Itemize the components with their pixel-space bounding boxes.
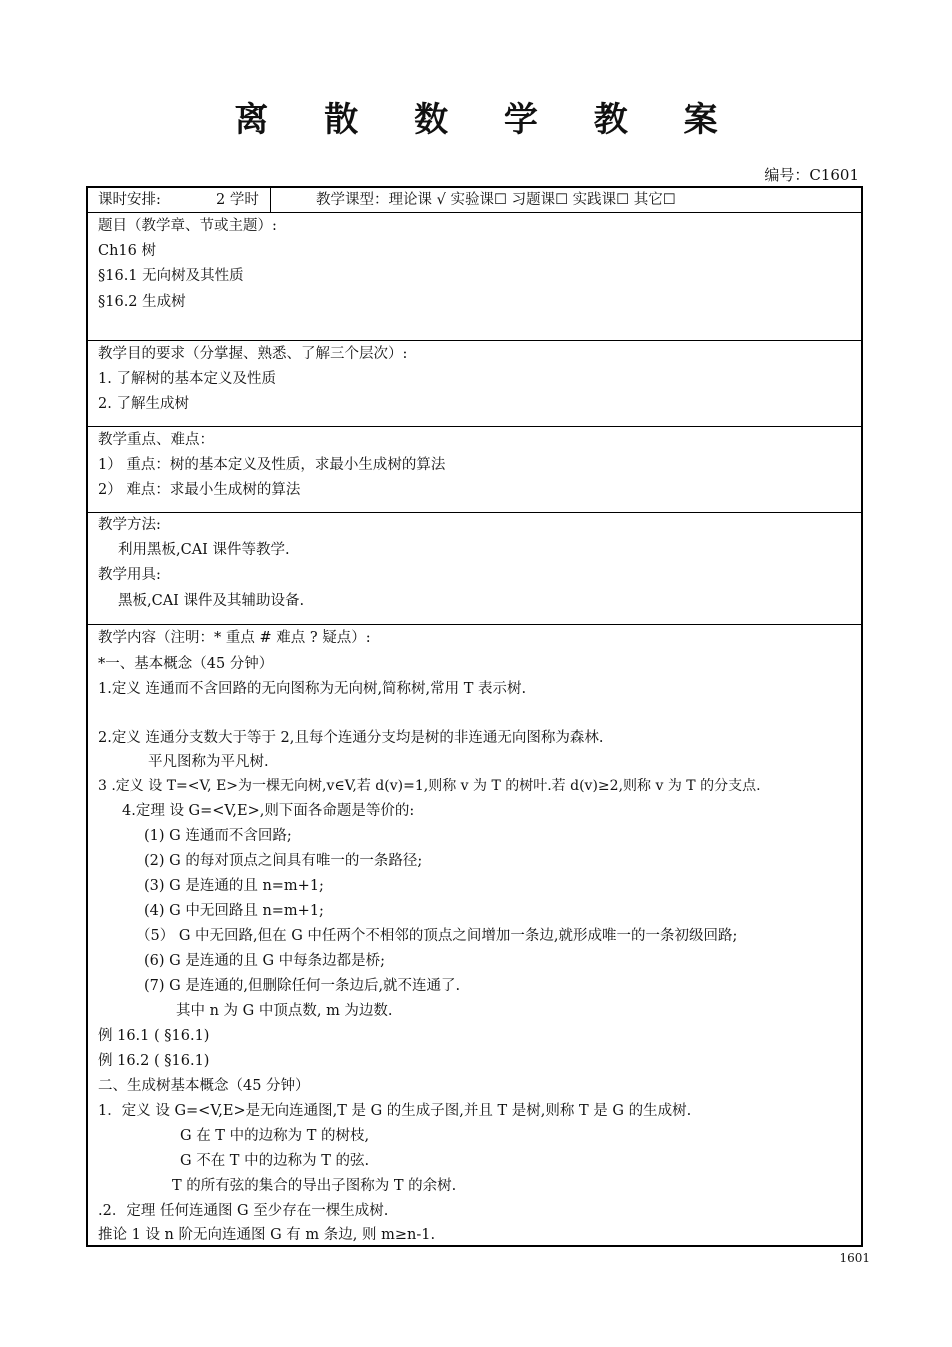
content-line: .2．定理 任何连通图 G 至少存在一棵生成树. <box>98 1203 389 1219</box>
content-line: T 的所有弦的集合的导出子图称为 T 的余树. <box>172 1178 457 1194</box>
course-type: 教学课型：理论课 √ 实验课☐ 习题课☐ 实践课☐ 其它☐ <box>316 192 676 208</box>
content-line: 推论 1 设 n 阶无向连通图 G 有 m 条边, 则 m≥n-1. <box>98 1227 436 1243</box>
objective-item: 1. 了解树的基本定义及性质 <box>98 371 276 387</box>
content-line: (4) G 中无回路且 n=m+1; <box>144 903 324 919</box>
schedule-divider <box>270 188 271 212</box>
content-line: (3) G 是连通的且 n=m+1; <box>144 878 324 894</box>
content-line: (2) G 的每对顶点之间具有唯一的一条路径; <box>144 853 423 869</box>
content-line: 3 .定义 设 T=<V, E>为一棵无向树,v∈V,若 d(v)=1,则称 v 为 T 的树叶.若 d(v)≥2,则称 v 为 T 的分支点. <box>98 778 761 794</box>
content-line: (1) G 连通而不含回路; <box>144 828 292 844</box>
content-line: 二、生成树基本概念（45 分钟） <box>98 1078 310 1094</box>
content-line: （5） G 中无回路,但在 G 中任两个不相邻的顶点之间增加一条边,就形成唯一的一条初级回路; <box>136 928 738 944</box>
topic-line: §16.2 生成树 <box>98 294 186 310</box>
content-line: 1.定义 连通而不含回路的无向图称为无向树,简称树,常用 T 表示树. <box>98 681 527 697</box>
schedule-row <box>88 188 861 212</box>
content-line: 例 16.1 ( §16.1) <box>98 1028 210 1044</box>
content-line: 例 16.2 ( §16.1) <box>98 1053 210 1069</box>
page-number: 1601 <box>839 1251 870 1265</box>
methods-section <box>88 512 861 624</box>
document-title: 离 散 数 学 教 案 <box>234 100 740 140</box>
content-line: 1．定义 设 G=<V,E>是无向连通图,T 是 G 的生成子图,并且 T 是树,则称 T 是 G 的生成树. <box>98 1103 692 1119</box>
tools-text: 黑板,CAI 课件及其辅助设备. <box>118 593 305 609</box>
content-line: 2.定义 连通分支数大于等于 2,且每个连通分支均是树的非连通无向图称为森林. <box>98 730 604 746</box>
content-heading: 教学内容（注明：* 重点 # 难点 ? 疑点）: <box>98 630 371 646</box>
method-heading: 教学方法: <box>98 517 161 533</box>
topic-line: Ch16 树 <box>98 243 156 259</box>
topic-heading: 题目（教学章、节或主题）: <box>98 218 277 234</box>
content-line: G 不在 T 中的边称为 T 的弦. <box>180 1153 370 1169</box>
key-points-heading: 教学重点、难点： <box>98 432 214 448</box>
content-section <box>88 624 861 1249</box>
topic-line: §16.1 无向树及其性质 <box>98 268 244 284</box>
lesson-plan-table <box>86 186 863 1247</box>
content-line: 4.定理 设 G=<V,E>,则下面各命题是等价的: <box>122 803 415 819</box>
schedule-label: 课时安排: <box>98 192 161 208</box>
content-line: G 在 T 中的边称为 T 的树枝, <box>180 1128 370 1144</box>
method-text: 利用黑板,CAI 课件等教学. <box>118 542 290 558</box>
content-line: *一、基本概念（45 分钟） <box>98 656 274 672</box>
content-line: 平凡图称为平凡树. <box>148 754 269 770</box>
objectives-section <box>88 340 861 426</box>
content-line: (6) G 是连通的且 G 中每条边都是桥; <box>144 953 386 969</box>
content-line: (7) G 是连通的,但删除任何一条边后,就不连通了. <box>144 978 461 994</box>
key-point-item: 1） 重点：树的基本定义及性质，求最小生成树的算法 <box>98 457 446 473</box>
key-point-item: 2） 难点：求最小生成树的算法 <box>98 482 301 498</box>
document-number: 编号：C1601 <box>764 166 859 184</box>
objective-item: 2. 了解生成树 <box>98 396 189 412</box>
objectives-heading: 教学目的要求（分掌握、熟悉、了解三个层次）: <box>98 346 408 362</box>
schedule-value: 2 学时 <box>216 192 259 208</box>
content-line: 其中 n 为 G 中顶点数, m 为边数. <box>176 1003 393 1019</box>
tools-heading: 教学用具: <box>98 567 161 583</box>
key-points-section <box>88 426 861 512</box>
topic-section <box>88 212 861 340</box>
